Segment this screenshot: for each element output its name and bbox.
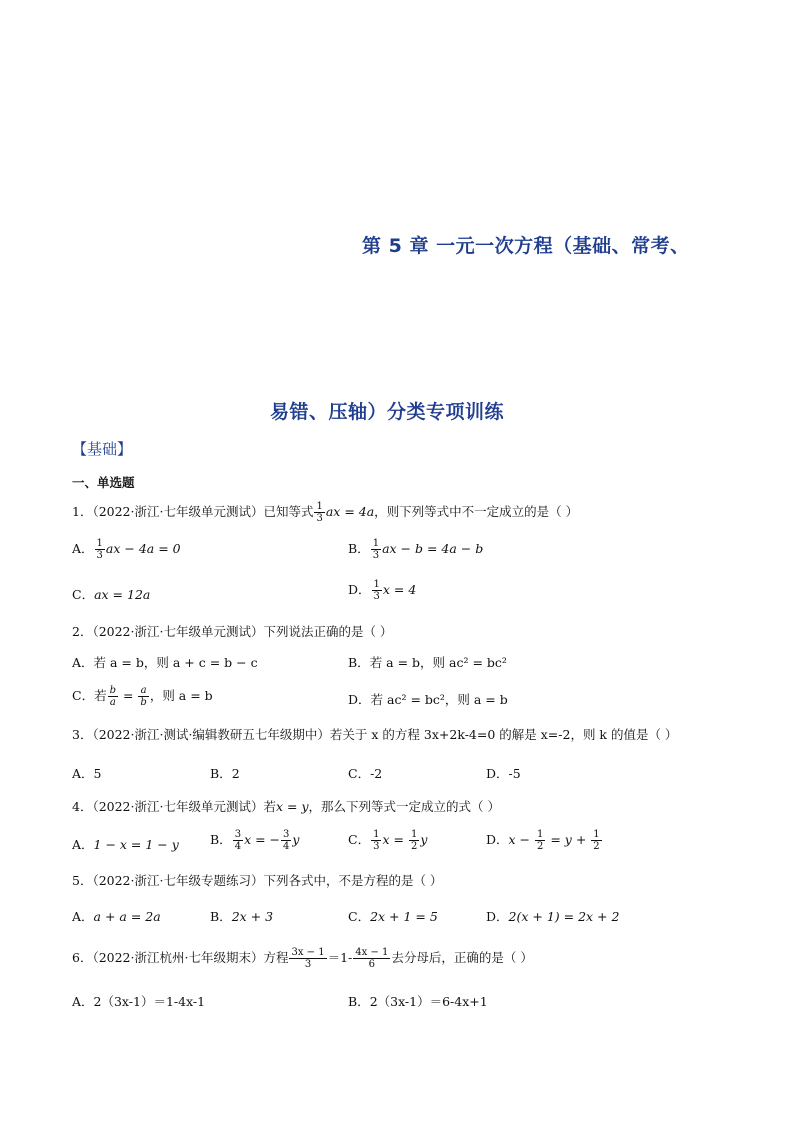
question-3: 3．（2022·浙江·测试·编辑教研五七年级期中）若关于 x 的方程 3x+2k-4=0 的解是 x=-2，则 k 的值是（ ） (72, 727, 678, 742)
question-1-option-c[interactable]: C．ax = 12a (72, 587, 151, 602)
question-2-option-b[interactable]: B．若 a = b，则 ac² = bc² (348, 655, 507, 670)
question-3-option-b[interactable]: B．2 (210, 766, 240, 781)
section-heading-basic: 【基础】 (72, 440, 133, 458)
question-5-option-d[interactable]: D．2(x + 1) = 2x + 2 (486, 909, 620, 924)
question-3-option-d[interactable]: D．-5 (486, 766, 521, 781)
subsection-single-choice: 一、单选题 (72, 475, 135, 490)
question-4-option-c[interactable]: C． $\frac{1}{3}$ x = $\frac{1}{2}$ y (348, 829, 428, 852)
question-2-option-c[interactable]: C．若 $\frac{b}{a}$ = $\frac{a}{b}$ ，则 a = b (72, 685, 213, 708)
question-1-prefix: 1．（2022·浙江·七年级单元测试）已知等式 (72, 504, 314, 519)
question-6-option-a[interactable]: A．2（3x-1）＝1-4x-1 (72, 994, 206, 1009)
page-title-line2: 易错、压轴）分类专项训练 (270, 401, 505, 423)
question-5-option-a[interactable]: A．a + a = 2a (72, 909, 161, 924)
question-5-option-c[interactable]: C．2x + 1 = 5 (348, 909, 438, 924)
fraction: $\frac{1}{3}$ (316, 501, 323, 524)
question-1 (72, 501, 578, 524)
question-2-option-a[interactable]: A．若 a = b，则 a + c = b − c (72, 655, 258, 670)
page-title-line1: 第 5 章 一元一次方程（基础、常考、 (362, 235, 690, 257)
question-6-option-b[interactable]: B．2（3x-1）＝6-4x+1 (348, 994, 488, 1009)
question-5: 5．（2022·浙江·七年级专题练习）下列各式中，不是方程的是（ ） (72, 873, 443, 888)
question-5-option-b[interactable]: B．2x + 3 (210, 909, 274, 924)
question-4-option-d[interactable]: D．x − $\frac{1}{2}$ = y + $\frac{1}{2}$ (486, 829, 600, 852)
question-3-option-a[interactable]: A．5 (72, 766, 102, 781)
question-6: 6．（2022·浙江杭州·七年级期末）方程 $\frac{3x - 1}{3}$ ＝1- $\frac{4x - 1}{6}$ 去分母后，正确的是（ ） (72, 947, 533, 970)
question-2-option-d[interactable]: D．若 ac² = bc²，则 a = b (348, 692, 508, 707)
question-1-option-b[interactable]: B． $\frac{1}{3}$ ax − b = 4a − b (348, 538, 484, 561)
question-1-option-a[interactable]: A． $\frac{1}{3}$ ax − 4a = 0 (72, 538, 181, 561)
question-1-expr: ax = 4a (325, 504, 375, 519)
question-1-suffix: ，则下列等式中不一定成立的是（ ） (374, 504, 579, 519)
question-2: 2．（2022·浙江·七年级单元测试）下列说法正确的是（ ） (72, 624, 393, 639)
question-4-option-b[interactable]: B． $\frac{3}{4}$ x = − $\frac{3}{4}$ y (210, 829, 300, 852)
question-4-option-a[interactable]: A．1 − x = 1 − y (72, 837, 179, 852)
question-3-option-c[interactable]: C．-2 (348, 766, 383, 781)
question-1-option-d[interactable]: D． $\frac{1}{3}$ x = 4 (348, 579, 417, 602)
question-4: 4．（2022·浙江·七年级单元测试）若x = y，那么下列等式一定成立的式（ ） (72, 799, 500, 814)
